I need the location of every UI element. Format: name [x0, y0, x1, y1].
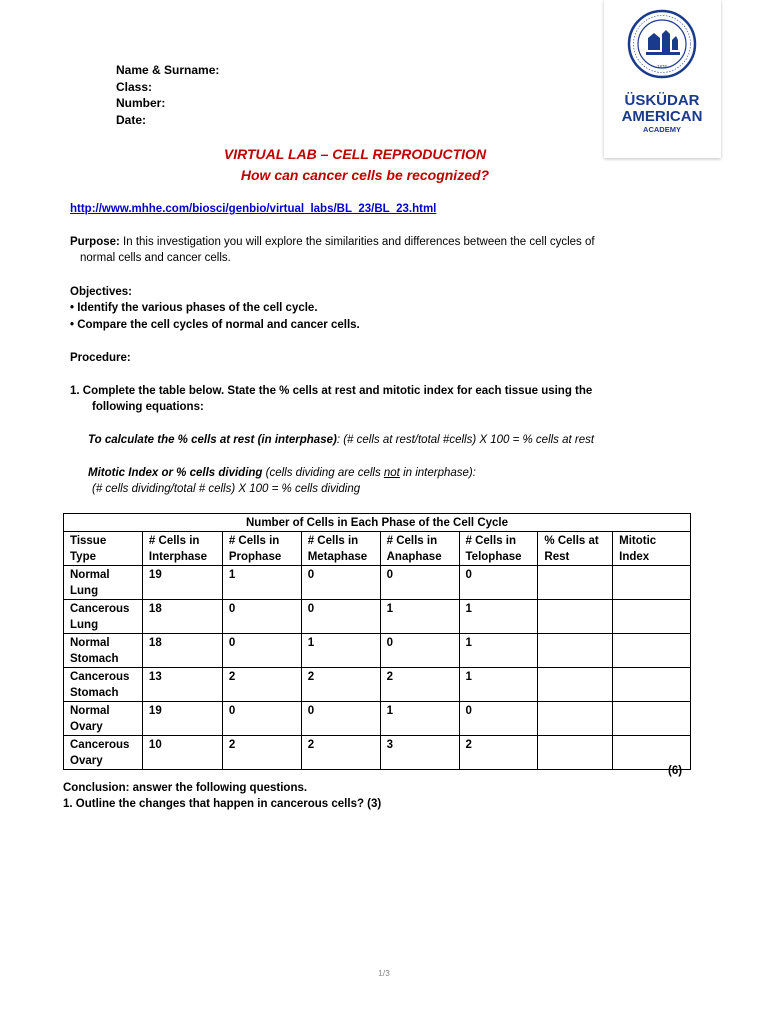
objective-item: • Compare the cell cycles of normal and cancer cells.	[70, 319, 360, 331]
count-cell: 0	[459, 702, 538, 736]
tissue-cell: Cancerous Stomach	[64, 668, 143, 702]
header-tissue: Tissue Type	[64, 532, 143, 566]
date-field-label: Date:	[116, 112, 147, 127]
count-cell: 1	[459, 600, 538, 634]
header-prophase: # Cells in Prophase	[222, 532, 301, 566]
table-row	[64, 736, 691, 770]
table-row	[64, 702, 691, 736]
equation-mitotic	[88, 465, 476, 482]
answer-cell[interactable]	[613, 668, 691, 702]
header-rest: % Cells at Rest	[538, 532, 613, 566]
header-interphase: # Cells in Interphase	[142, 532, 222, 566]
count-cell: 2	[222, 736, 301, 770]
count-cell: 10	[142, 736, 222, 770]
school-logo	[604, 0, 721, 158]
count-cell: 2	[222, 668, 301, 702]
count-cell: 18	[142, 634, 222, 668]
count-cell: 0	[222, 702, 301, 736]
equation-rest-formula: : (# cells at rest/total #cells) X 100 = % cells at rest	[336, 434, 595, 446]
count-cell: 19	[142, 566, 222, 600]
table-row	[64, 634, 691, 668]
tissue-cell: Normal Stomach	[64, 634, 143, 668]
answer-cell[interactable]	[538, 736, 613, 770]
table-caption: Number of Cells in Each Phase of the Cell Cycle	[64, 514, 691, 532]
count-cell: 2	[459, 736, 538, 770]
count-cell: 2	[301, 668, 380, 702]
logo-line1: ÜSKÜDAR	[624, 92, 700, 109]
answer-cell[interactable]	[613, 634, 691, 668]
answer-cell[interactable]	[538, 600, 613, 634]
logo-line2: AMERICAN	[621, 108, 703, 125]
tissue-cell: Cancerous Lung	[64, 600, 143, 634]
school-seal-icon	[604, 0, 721, 158]
page-number: 1/3	[378, 968, 390, 978]
count-cell: 0	[380, 634, 459, 668]
answer-cell[interactable]	[613, 702, 691, 736]
table-header-row	[64, 532, 691, 566]
count-cell: 18	[142, 600, 222, 634]
count-cell: 19	[142, 702, 222, 736]
answer-cell[interactable]	[538, 668, 613, 702]
lab-title: VIRTUAL LAB – CELL REPRODUCTION	[223, 146, 487, 162]
count-cell: 0	[222, 634, 301, 668]
purpose-text1: In this investigation you will explore the similarities and differences between the cell cycles of	[119, 236, 595, 248]
count-cell: 0	[301, 600, 380, 634]
class-field-label: Class:	[116, 79, 153, 94]
answer-cell[interactable]	[613, 600, 691, 634]
answer-cell[interactable]	[538, 702, 613, 736]
count-cell: 0	[380, 566, 459, 600]
table-marks: (6)	[668, 765, 683, 777]
conclusion-question-1: 1. Outline the changes that happen in cancerous cells? (3)	[63, 798, 382, 810]
purpose-line2: normal cells and cancer cells.	[80, 252, 231, 264]
objectives-label: Objectives:	[70, 286, 132, 298]
objective-item: • Identify the various phases of the cell cycle.	[70, 302, 318, 314]
name-field-label: Name & Surname:	[116, 63, 220, 77]
table-row	[64, 668, 691, 702]
answer-cell[interactable]	[538, 634, 613, 668]
count-cell: 0	[459, 566, 538, 600]
procedure-step1-line2: following equations:	[92, 401, 204, 413]
procedure-step1-line1: 1. Complete the table below. State the % cells at rest and mitotic index for each tissue using the	[70, 385, 593, 397]
purpose-label: Purpose:	[70, 236, 120, 248]
logo-line3: ACADEMY	[643, 125, 681, 134]
number-field-label: Number:	[116, 96, 166, 110]
tissue-cell: Cancerous Ovary	[64, 736, 143, 770]
table-row	[64, 566, 691, 600]
count-cell: 2	[380, 668, 459, 702]
count-cell: 1	[380, 702, 459, 736]
cell-cycle-table	[63, 513, 691, 770]
equation-rest-label: To calculate the % cells at rest (in interphase)	[88, 434, 337, 446]
header-mitotic-index: Mitotic Index	[613, 532, 691, 566]
count-cell: 1	[459, 634, 538, 668]
tissue-cell: Normal Lung	[64, 566, 143, 600]
header-metaphase: # Cells in Metaphase	[301, 532, 380, 566]
count-cell: 13	[142, 668, 222, 702]
count-cell: 1	[301, 634, 380, 668]
logo-year: 1876	[656, 64, 668, 69]
equation-mitotic-text: (cells dividing are cells	[262, 467, 384, 479]
header-anaphase: # Cells in Anaphase	[380, 532, 459, 566]
lab-question: How can cancer cells be recognized?	[240, 167, 490, 183]
header-telophase: # Cells in Telophase	[459, 532, 538, 566]
equation-mitotic-formula: (# cells dividing/total # cells) X 100 = % cells dividing	[92, 483, 361, 495]
answer-cell[interactable]	[538, 566, 613, 600]
equation-rest	[88, 432, 594, 449]
table-row	[64, 600, 691, 634]
count-cell: 1	[459, 668, 538, 702]
count-cell: 2	[301, 736, 380, 770]
conclusion-heading: Conclusion: answer the following questions.	[63, 782, 308, 794]
count-cell: 1	[380, 600, 459, 634]
purpose-line1	[70, 234, 595, 251]
equation-mitotic-text2: in interphase):	[399, 467, 476, 479]
student-info-fields	[116, 62, 219, 128]
count-cell: 0	[222, 600, 301, 634]
count-cell: 1	[222, 566, 301, 600]
virtual-lab-link[interactable]: http://www.mhhe.com/biosci/genbio/virtual_labs/BL_23/BL_23.html	[70, 203, 437, 215]
count-cell: 0	[301, 566, 380, 600]
procedure-label: Procedure:	[70, 352, 131, 364]
equation-mitotic-label: Mitotic Index or % cells dividing	[88, 467, 263, 479]
count-cell: 3	[380, 736, 459, 770]
count-cell: 0	[301, 702, 380, 736]
equation-mitotic-not: not	[383, 467, 400, 479]
answer-cell[interactable]	[613, 566, 691, 600]
tissue-cell: Normal Ovary	[64, 702, 143, 736]
